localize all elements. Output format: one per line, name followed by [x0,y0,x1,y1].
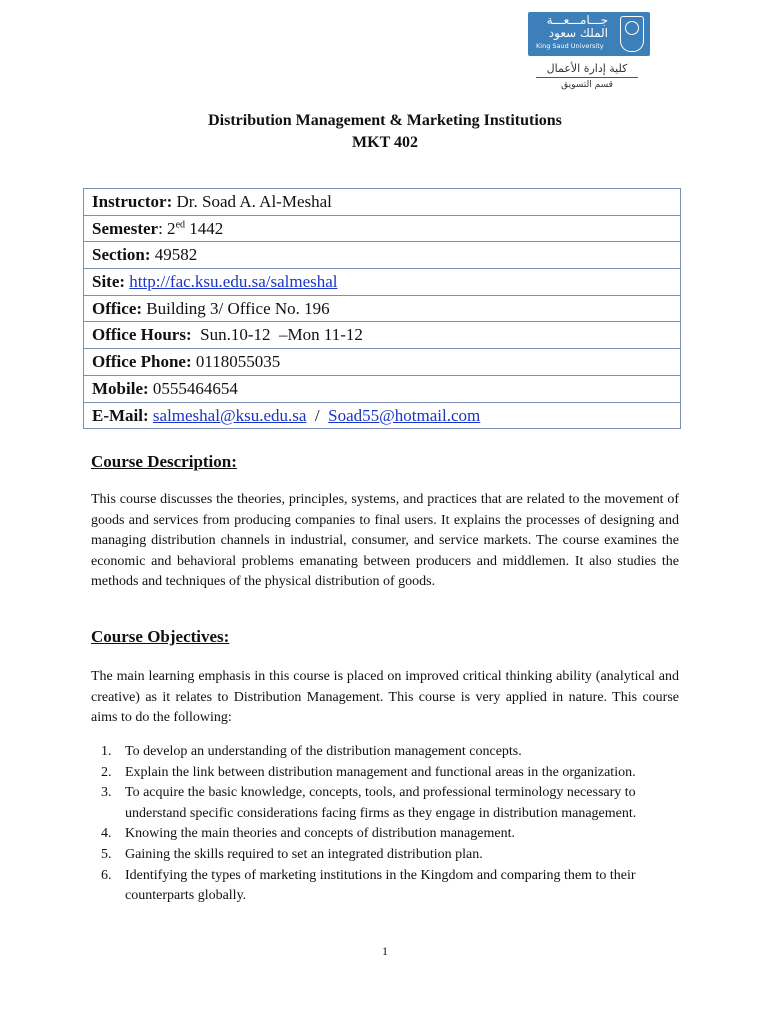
office-phone-row [84,349,680,376]
palm-emblem-icon [620,16,644,52]
list-item [91,742,691,763]
list-item-number: 5. [101,846,112,862]
office-hours-row [84,322,680,349]
office-phone-label: Office Phone: [92,352,192,372]
list-item-text: Identifying the types of marketing institutions in the Kingdom and comparing them to their counterparts globally. [125,867,636,904]
office-row [84,296,680,323]
semester-value: : 2 [158,218,176,238]
email-label: E-Mail: [92,405,149,425]
logo-english-name: King Saud University [536,42,604,50]
site-label: Site: [92,272,126,292]
course-code: MKT 402 [352,134,418,151]
document-title [0,110,770,154]
instructor-label: Instructor: [92,192,173,211]
list-item [91,845,691,866]
section-label: Section: [92,245,151,265]
list-item-number: 2. [101,764,112,780]
instructor-row [84,189,680,216]
logo-banner [528,12,650,56]
list-item-text: To develop an understanding of the distribution management concepts. [125,744,522,759]
email-primary-link[interactable]: salmeshal@ksu.edu.sa [152,405,307,425]
office-value: Building 3/ Office No. 196 [142,298,330,318]
logo-arabic-name: جـــامـــعـــة الملك سعود [546,13,608,40]
semester-label: Semester [92,218,159,238]
list-item-text: Gaining the skills required to set an integrated distribution plan. [125,846,483,862]
semester-row [84,216,680,243]
site-link[interactable]: http://fac.ksu.edu.sa/salmeshal [129,272,338,292]
page-number: 1 [382,944,388,958]
email-secondary-link[interactable]: Soad55@hotmail.com [328,405,481,425]
course-objectives-heading: Course Objectives: [91,627,230,646]
site-row [84,269,680,296]
mobile-label: Mobile: [92,378,149,398]
college-caption [528,62,646,91]
list-item-number: 3. [101,785,112,801]
semester-ordinal: ed [175,219,186,231]
section-row [84,242,680,269]
email-separator: / [306,405,329,425]
list-item [91,866,691,907]
list-item-text: Explain the link between distribution management and functional areas in the organization. [125,764,636,780]
list-item [91,763,691,784]
department-name: قسم التسويق [561,80,613,90]
section-value: 49582 [150,245,198,265]
list-item [91,783,691,824]
course-description-text: This course discusses the theories, principles, systems, and practices that are related to the movement of goods and services from producing companies to final users. It explains the processes of designing and managing distribution channels in industrial, consumer, and service markets. The course examines the economic and behavioral problems emanating between producers and middlemen. It also studies the methods and techniques of the physical distribution of goods. [91,492,679,590]
mobile-row [84,376,680,403]
college-name: كلية إدارة الأعمال [546,62,628,75]
list-item-text: To acquire the basic knowledge, concepts, tools, and professional terminology necessary to understand specific considerations facing firms as they engage in distribution management. [125,785,637,821]
office-hours-value: Sun.10-12 –Mon 11-12 [191,325,363,345]
office-phone-value: 0118055035 [191,352,281,372]
office-hours-label: Office Hours: [92,325,192,345]
list-item-text: Knowing the main theories and concepts of distribution management. [125,826,515,842]
caption-divider [536,77,638,78]
course-info-table [83,188,681,429]
university-logo [528,12,640,91]
semester-year: 1442 [185,218,224,238]
list-item [91,824,691,845]
list-item-number: 6. [101,867,112,883]
instructor-value: Dr. Soad A. Al-Meshal [172,192,332,211]
list-item-number: 1. [101,744,112,759]
email-row [84,403,680,429]
course-description-heading: Course Description: [91,452,237,471]
office-label: Office: [92,298,143,318]
mobile-value: 0555464654 [148,378,238,398]
list-item-number: 4. [101,826,112,842]
course-objectives-intro: The main learning emphasis in this course is placed on improved critical thinking ability (analytical and creative) as it relates to Distribution Management. This course is very applied in nature. This course aims to do the following: [91,669,679,726]
objectives-list [91,742,691,907]
course-title: Distribution Management & Marketing Institutions [208,112,562,129]
